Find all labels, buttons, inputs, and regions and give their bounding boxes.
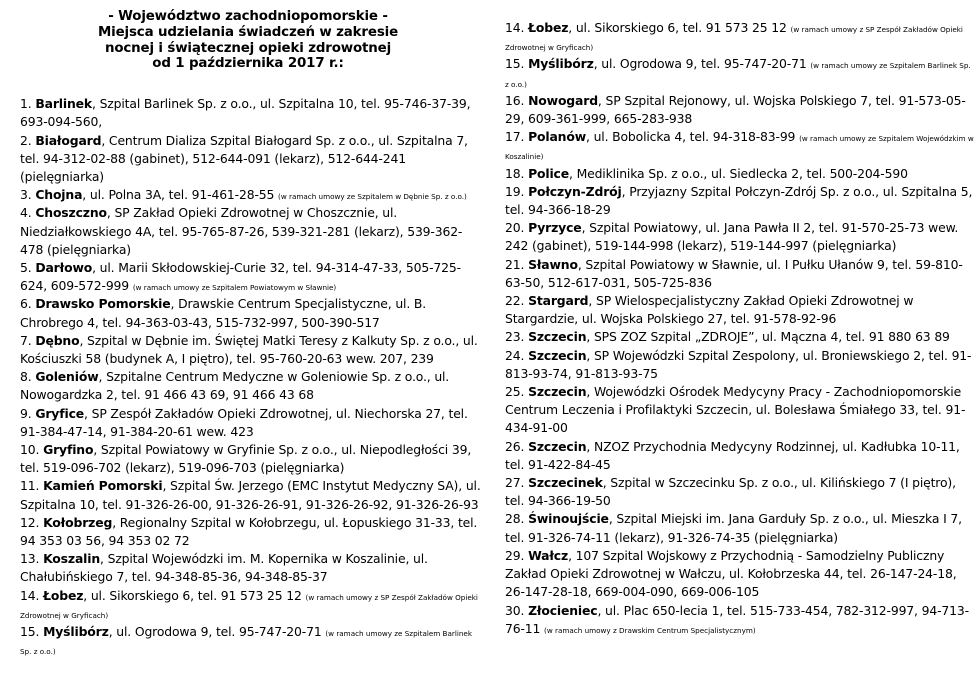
entry-number: 1. — [20, 96, 32, 112]
entry-city: Polanów — [528, 129, 586, 145]
list-item — [505, 165, 975, 183]
entry-details: , Wojewódzki Ośrodek Medycyny Pracy - Zachodniopomorskie Centrum Leczenia i Profilaktyki Szczecin, ul. Bolesława Śmiałego 33, tel. 91-434-91-00 — [505, 384, 966, 436]
entry-city: Choszczno — [35, 205, 107, 221]
entry-city: Szczecinek — [528, 475, 603, 491]
entry-details: , SP Zakład Opieki Zdrowotnej w Choszcznie, ul. Niedziałkowskiego 4A, tel. 95-765-87-26, 539-321-281 (lekarz), 539-362-478 (pielęgniarka) — [20, 205, 463, 257]
list-item — [20, 623, 484, 659]
entry-details: , ul. Bobolicka 4, tel. 94-318-83-99 — [586, 129, 800, 145]
entry-number: 15. — [20, 624, 40, 640]
entry-details: , NZOZ Przychodnia Medycyny Rodzinnej, ul. Kadłubka 10-11, tel. 91-422-84-45 — [505, 438, 960, 472]
entry-number: 14. — [505, 20, 525, 35]
entry-note: (w ramach umowy z Drawskim Centrum Specjalistycznym) — [544, 625, 756, 635]
entry-number: 13. — [20, 551, 40, 567]
entry-city: Białogard — [35, 132, 102, 148]
list-item — [20, 186, 484, 204]
list-item — [20, 550, 484, 586]
entry-number: 29. — [505, 547, 525, 563]
entry-details: , Szpital Św. Jerzego (EMC Instytut Medyczny SA), ul. Szpitalna 10, tel. 91-326-26-00, 91-326-26-91, 91-326-26-92, 91-326-26-93 — [20, 478, 481, 512]
entry-note: (w ramach umowy ze Szpitalem Barlinek Sp. z o.o.) — [505, 61, 971, 89]
entry-details: , 107 Szpital Wojskowy z Przychodnią - Samodzielny Publiczny Zakład Opieki Zdrowotnej w Wałczu, ul. Kołobrzeska 44, tel. 26-147-24-18, 26-147-28-18, 669-004-090, 669-006-105 — [505, 547, 957, 600]
list-item — [505, 219, 975, 255]
entry-number: 25. — [505, 384, 525, 400]
list-item — [20, 587, 484, 623]
entry-number: 6. — [20, 296, 32, 312]
list-item — [505, 128, 975, 164]
entry-city: Szczecin — [528, 329, 587, 345]
document-header — [12, 0, 484, 72]
list-item — [505, 256, 975, 292]
entry-details: , Centrum Dializa Szpital Białogard Sp. z o.o., ul. Szpitalna 7, tel. 94-312-02-88 (gabinet), 512-644-091 (lekarz), 512-644-241 (pielęgniarka) — [20, 132, 468, 184]
list-item — [20, 259, 484, 295]
entry-city: Kołobrzeg — [43, 514, 113, 530]
entry-details: , ul. Sikorskiego 6, tel. 91 573 25 12 — [568, 20, 791, 35]
list-item — [20, 405, 484, 441]
entry-city: Police — [528, 165, 569, 181]
right-column — [505, 0, 975, 638]
entry-number: 4. — [20, 205, 32, 221]
list-item — [505, 602, 975, 638]
entry-city: Szczecin — [528, 438, 587, 454]
entry-details: , Szpital Wojewódzki im. M. Kopernika w Koszalinie, ul. Chałubińskiego 7, tel. 94-348-85-36, 94-348-85-37 — [20, 551, 428, 585]
entry-note: (w ramach umowy ze Szpitalem w Dębnie Sp. z o.o.) — [278, 192, 467, 202]
entry-note: (w ramach umowy z SP Zespół Zakładów Opieki Zdrowotnej w Gryficach) — [20, 592, 478, 620]
entry-number: 17. — [505, 129, 525, 145]
entry-city: Złocieniec — [528, 602, 598, 618]
entry-details: , Drawskie Centrum Specjalistyczne, ul. B. Chrobrego 4, tel. 94-363-03-43, 515-732-997, 500-390-517 — [20, 296, 427, 330]
entry-city: Stargard — [528, 293, 589, 309]
entry-city: Świnoujście — [528, 511, 609, 527]
entry-city: Łobez — [528, 20, 569, 35]
entry-number: 16. — [505, 92, 525, 108]
entry-city: Połczyn-Zdrój — [528, 183, 622, 199]
entry-number: 20. — [505, 220, 525, 236]
entry-number: 7. — [20, 332, 32, 348]
list-item — [20, 295, 484, 331]
entry-city: Darłowo — [35, 260, 93, 276]
list-item — [20, 514, 484, 550]
entry-city: Goleniów — [35, 369, 99, 385]
entry-number: 22. — [505, 293, 525, 309]
entry-number: 9. — [20, 405, 32, 421]
entry-number: 12. — [20, 514, 40, 530]
entry-number: 23. — [505, 329, 525, 345]
list-item — [505, 55, 975, 91]
entry-number: 28. — [505, 511, 525, 527]
entry-details: , ul. Ogrodowa 9, tel. 95-747-20-71 — [593, 56, 811, 72]
entry-city: Łobez — [43, 587, 84, 603]
list-item — [505, 92, 975, 128]
entry-city: Szczecin — [528, 384, 587, 400]
entry-city: Nowogard — [528, 92, 598, 108]
entry-details: , SP Wielospecjalistyczny Zakład Opieki Zdrowotnej w Stargardzie, ul. Wojska Polskiego 27, tel. 91-578-92-96 — [505, 293, 914, 327]
entry-details: , ul. Marii Skłodowskiej-Curie 32, tel. 94-314-47-33, 505-725-624, 609-572-999 — [20, 260, 461, 294]
entry-city: Chojna — [35, 187, 83, 203]
list-item — [20, 132, 484, 187]
entry-city: Koszalin — [43, 551, 101, 567]
entry-number: 21. — [505, 256, 525, 272]
list-item — [505, 292, 975, 328]
entry-number: 15. — [505, 56, 525, 72]
header-line-3: nocnej i świątecznej opieki zdrowotnej — [104, 40, 392, 56]
entry-details: , ul. Plac 650-lecia 1, tel. 515-733-454, 782-312-997, 94-713-76-11 — [505, 602, 969, 636]
entry-details: , Mediklinika Sp. z o.o., ul. Siedlecka 2, tel. 500-204-590 — [569, 165, 908, 181]
entry-city: Sławno — [528, 256, 578, 272]
entry-city: Gryfice — [35, 405, 85, 421]
entry-city: Gryfino — [43, 442, 94, 458]
entry-details: , Szpital Powiatowy w Sławnie, ul. I Pułku Ułanów 9, tel. 59-810-63-50, 512-617-031, 505-725-836 — [505, 256, 963, 290]
list-item — [505, 547, 975, 602]
entry-number: 26. — [505, 438, 525, 454]
entry-city: Myślibórz — [528, 56, 594, 72]
entry-number: 2. — [20, 132, 32, 148]
entry-note: (w ramach umowy ze Szpitalem Barlinek Sp. z o.o.) — [20, 629, 472, 657]
entry-details: , Szpital w Dębnie im. Świętej Matki Teresy z Kalkuty Sp. z o.o., ul. Kościuszki 58 (budynek A, I piętro), tel. 95-760-20-63 wew. 207, 239 — [20, 332, 478, 367]
left-column — [20, 0, 484, 659]
entry-city: Drawsko Pomorskie — [35, 296, 171, 312]
entry-city: Myślibórz — [43, 624, 109, 640]
entry-city: Pyrzyce — [528, 220, 582, 236]
entry-details: , Szpital Powiatowy w Gryfinie Sp. z o.o., ul. Niepodległości 39, tel. 519-096-702 (lekarz), 519-096-703 (pielęgniarka) — [20, 442, 472, 476]
list-item — [20, 332, 484, 368]
entry-number: 10. — [20, 442, 40, 458]
entry-details: , Regionalny Szpital w Kołobrzegu, ul. Łopuskiego 31-33, tel. 94 353 03 56, 94 353 02 72 — [20, 514, 478, 549]
entry-details: , Szpitalne Centrum Medyczne w Goleniowie Sp. z o.o., ul. Nowogardzka 2, tel. 91 466 43 69, 91 466 43 68 — [20, 369, 450, 403]
list-item — [505, 183, 975, 219]
entry-number: 11. — [20, 478, 40, 494]
left-entry-list — [20, 95, 484, 659]
entry-details: , SP Szpital Rejonowy, ul. Wojska Polskiego 7, tel. 91-573-05-29, 609-361-999, 665-283-938 — [505, 92, 966, 127]
list-item — [505, 383, 975, 438]
header-region-title: - Województwo zachodniopomorskie - — [108, 9, 388, 24]
entry-details: , ul. Polna 3A, tel. 91-461-28-55 — [82, 187, 279, 203]
entry-details: , SP Zespół Zakładów Opieki Zdrowotnej, ul. Niechorska 27, tel. 91-384-47-14, 91-384-20-61 wew. 423 — [20, 405, 468, 439]
entry-number: 8. — [20, 369, 32, 385]
entry-city: Wałcz — [528, 547, 569, 563]
entry-note: (w ramach umowy ze Szpitalem Powiatowym w Sławnie) — [132, 283, 337, 293]
entry-details: , ul. Sikorskiego 6, tel. 91 573 25 12 — [83, 587, 306, 603]
entry-details: , Przyjazny Szpital Połczyn-Zdrój Sp. z o.o., ul. Szpitalna 5, tel. 94-366-18-29 — [505, 183, 973, 218]
entry-details: , Szpital Powiatowy, ul. Jana Pawła II 2, tel. 91-570-25-73 wew. 242 (gabinet), 519-144-998 (lekarz), 519-144-997 (pielęgniarka) — [505, 220, 959, 254]
list-item — [20, 204, 484, 259]
entry-city: Dębno — [35, 332, 80, 348]
entry-number: 18. — [505, 165, 525, 181]
entry-city: Barlinek — [35, 96, 93, 112]
entry-number: 5. — [20, 260, 32, 276]
entry-number: 19. — [505, 183, 525, 199]
entry-number: 14. — [20, 587, 40, 603]
entry-details: , SP Wojewódzki Szpital Zespolony, ul. Broniewskiego 2, tel. 91-813-93-74, 91-813-93-75 — [505, 347, 972, 381]
list-item — [20, 477, 484, 513]
list-item — [505, 510, 975, 546]
list-item — [505, 438, 975, 474]
list-item — [20, 95, 484, 131]
entry-details: , Szpital Miejski im. Jana Garduły Sp. z o.o., ul. Mieszka I 7, tel. 91-326-74-11 (lekarz), 91-326-74-35 (pielęgniarka) — [505, 511, 962, 545]
entry-number: 24. — [505, 347, 525, 363]
entry-note: (w ramach umowy ze Szpitalem Wojewódzkim w Koszalinie) — [505, 134, 974, 162]
header-date-line: od 1 października 2017 r.: — [152, 56, 344, 72]
entry-city: Szczecin — [528, 347, 587, 363]
list-item — [20, 441, 484, 477]
entry-number: 30. — [505, 602, 525, 618]
entry-number: 27. — [505, 475, 525, 491]
entry-note: (w ramach umowy z SP Zespół Zakładów Opieki Zdrowotnej w Gryficach) — [505, 25, 963, 53]
entry-details: , Szpital w Szczecinku Sp. z o.o., ul. Kilińskiego 7 (I piętro), tel. 94-366-19-50 — [505, 475, 956, 509]
right-entry-list — [505, 19, 975, 638]
entry-number: 3. — [20, 187, 32, 203]
list-item — [505, 328, 975, 346]
entry-details: , ul. Ogrodowa 9, tel. 95-747-20-71 — [108, 624, 326, 640]
header-line-2: Miejsca udzielania świadczeń w zakresie — [97, 24, 399, 40]
list-item — [505, 474, 975, 510]
list-item — [505, 347, 975, 383]
entry-city: Kamień Pomorski — [43, 478, 163, 494]
list-item — [20, 368, 484, 404]
list-item — [505, 19, 975, 55]
entry-details: , SPS ZOZ Szpital „ZDROJE”, ul. Mączna 4, tel. 91 880 63 89 — [586, 329, 950, 345]
entry-details: , Szpital Barlinek Sp. z o.o., ul. Szpitalna 10, tel. 95-746-37-39, 693-094-560, — [20, 96, 471, 130]
